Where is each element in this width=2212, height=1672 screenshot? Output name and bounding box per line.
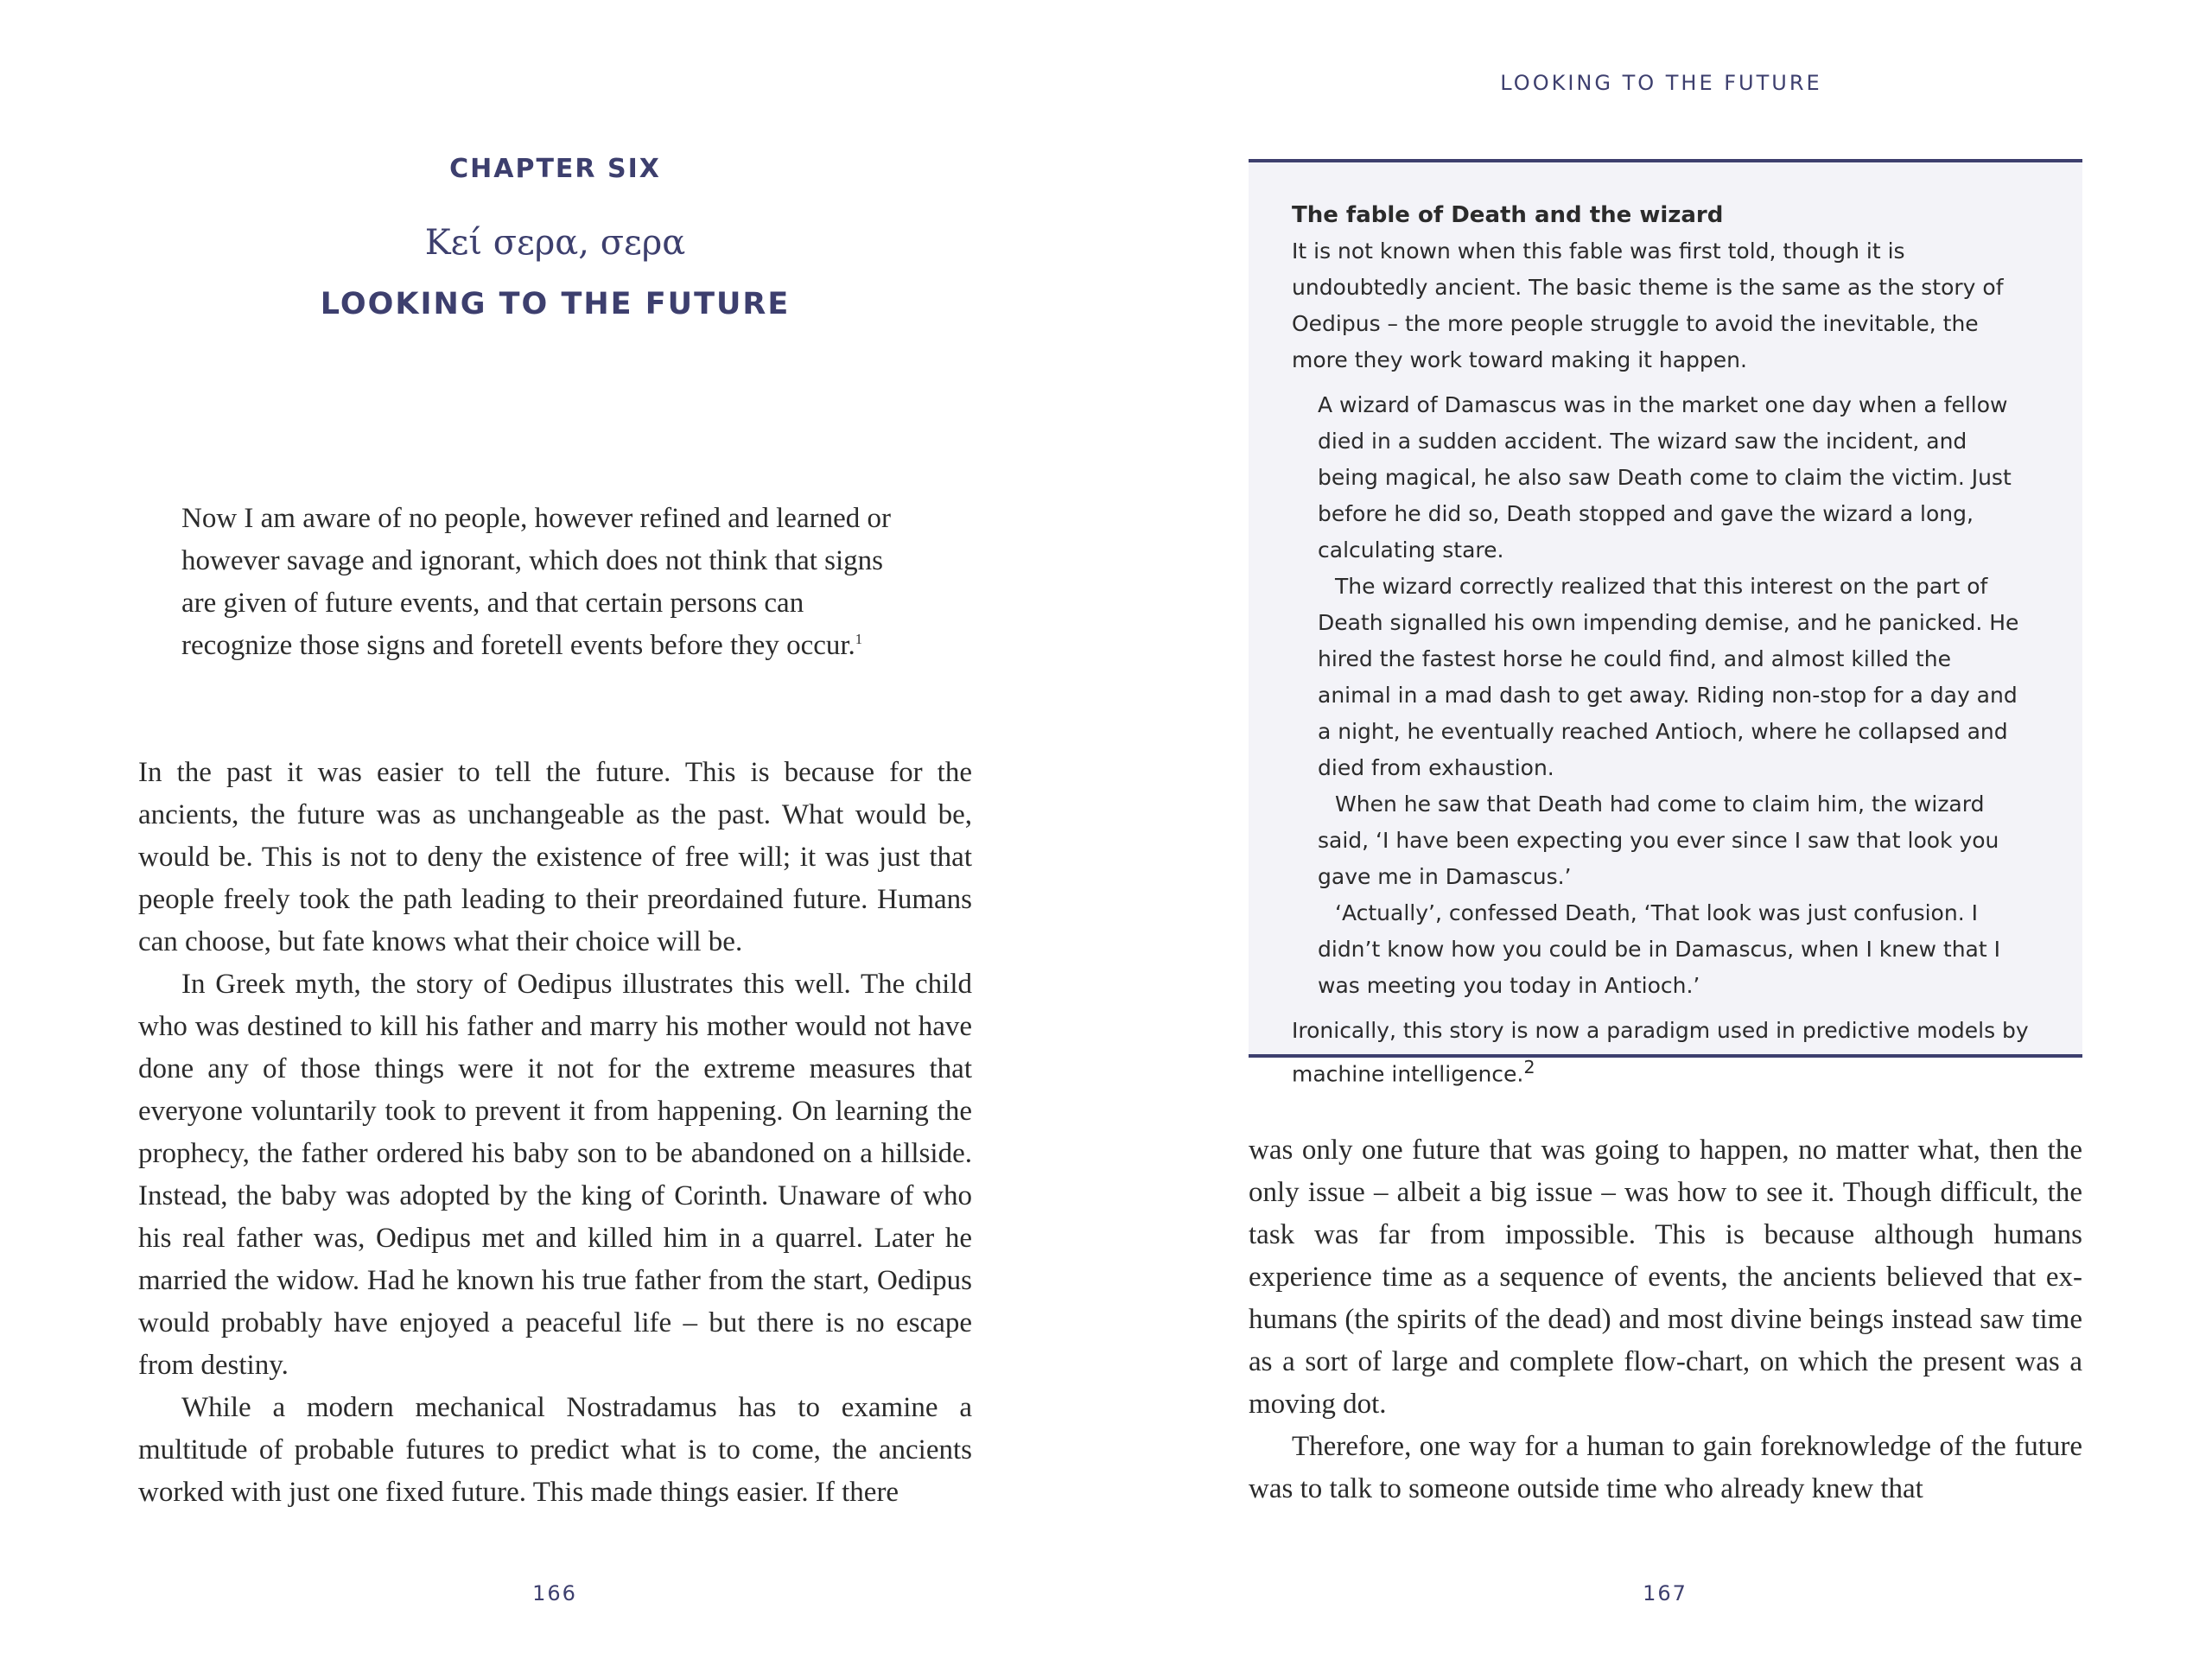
box-intro: It is not known when this fable was first told, though it is undoubtedly ancient. The basic theme is the same as the story of Oedipus – the more people struggle to avoid the inevitable, the more they work toward making it happen. [1292,238,2004,372]
epigraph-footnote-marker: 1 [855,631,863,647]
page-number-left: 166 [532,1581,577,1605]
box-title: The fable of Death and the wizard [1292,202,1724,228]
box-outro [1292,1013,2031,1092]
paragraph: was only one future that was going to happen, no matter what, then the only issue – albeit a big issue – was how to see it. Though difficult, the task was far from impossible. This is because although humans experience time as a sequence of events, the ancients believed that ex-humans (the spirits of the dead) and most divine beings instead saw time as a sort of large and complete flow-chart, on which the present was a moving dot. [1249,1135,2082,1420]
paragraph: In Greek myth, the story of Oedipus illustrates this well. The child who was destined to kill his father and marry his mother would not have done any of those things were it not for the extreme measures that everyone voluntarily took to prevent it from happening. On learning the prophecy, the father ordered his baby son to be abandoned on a hillside. Instead, the baby was adopted by the king of Corinth. Unaware of who his real father was, Oedipus met and killed him in a quarrel. Later he married the widow. Had he known his true father from the start, Oedipus would probably have enjoyed a peaceful life – but there is no escape from destiny. [138,969,972,1381]
box-story [1318,387,2031,1004]
story-paragraph: The wizard correctly realized that this interest on the part of Death signalled his own impending demise, and he panicked. He hired the fastest horse he could find, and almost killed the animal in a mad dash to get away. Riding non-stop for a day and a night, he eventually reached Antioch, where he collapsed and died from exhaustion. [1318,574,2019,780]
box-outro-text: Ironically, this story is now a paradigm used in predictive models by machine intelligence. [1292,1018,2029,1087]
right-body-text [1249,1129,2082,1510]
running-head: LOOKING TO THE FUTURE [1500,71,1822,95]
epigraph-text: Now I am aware of no people, however refined and learned or however savage and ignorant, which does not think that signs are given of future events, and that certain persons can recognize those signs and foretell events before they occur. [181,503,891,661]
paragraph: While a modern mechanical Nostradamus has to examine a multitude of probable futures to predict what is to come, the ancients worked with just one fixed future. This made things easier. If there [138,1392,972,1508]
chapter-label: CHAPTER SIX [449,154,661,184]
left-body-text [138,752,972,1514]
sidebar-box-content [1292,197,2031,1092]
chapter-greek-title: Κεί σερα, σερα [424,223,686,263]
story-paragraph: When he saw that Death had come to claim him, the wizard said, ‘I have been expecting you ever since I saw that look you gave me in Damascus.’ [1318,791,1999,889]
epigraph [181,498,899,667]
right-page [1106,0,2212,1672]
paragraph: Therefore, one way for a human to gain foreknowledge of the future was to talk to someone outside time who already knew that [1249,1431,2082,1504]
story-paragraph: A wizard of Damascus was in the market one day when a fellow died in a sudden accident. The wizard saw the incident, and being magical, he also saw Death come to claim the victim. Just before he did so, Death stopped and gave the wizard a long, calculating stare. [1318,392,2012,563]
page-number-right: 167 [1643,1581,1688,1605]
paragraph: In the past it was easier to tell the future. This is because for the ancients, the future was as unchangeable as the past. What would be, would be. This is not to deny the existence of free will; it was just that people freely took the path leading to their preordained future. Humans can choose, but fate knows what their choice will be. [138,757,972,957]
box-footnote-marker: 2 [1523,1057,1535,1078]
sidebar-box [1249,159,2082,1087]
story-paragraph: ‘Actually’, confessed Death, ‘That look was just confusion. I didn’t know how you could be in Damascus, when I knew that I was meeting you today in Antioch.’ [1318,900,2000,998]
chapter-title: LOOKING TO THE FUTURE [320,287,791,321]
